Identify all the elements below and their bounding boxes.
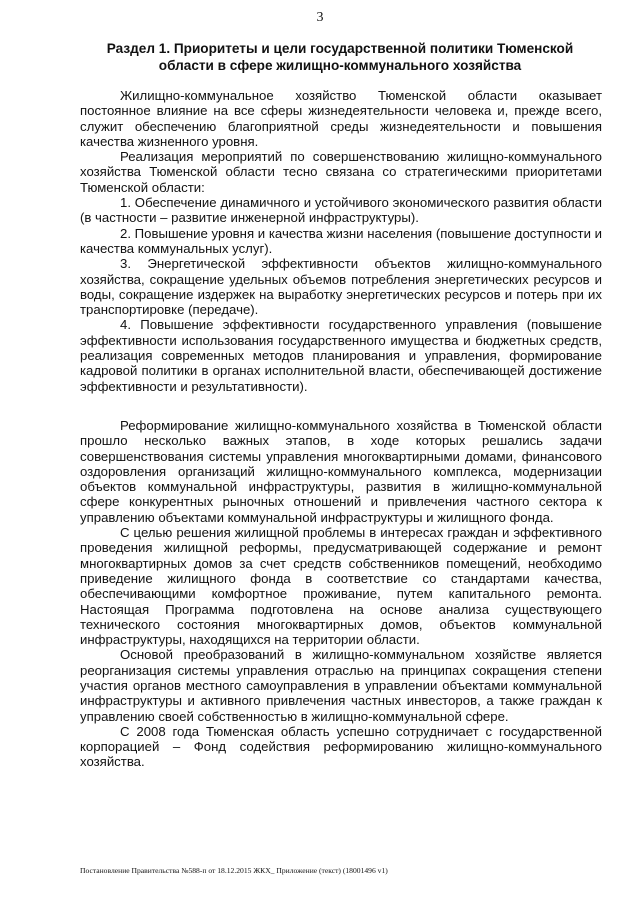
paragraph-priorities-lead: Реализация мероприятий по совершенствованию жилищно-коммунального хозяйства Тюменской области тесно связана со стратегическими приоритетами Тюменской области:	[80, 149, 602, 195]
priority-item-2: 2. Повышение уровня и качества жизни населения (повышение доступности и качества коммунальных услуг).	[80, 225, 602, 256]
section-heading: Раздел 1. Приоритеты и цели государственной политики Тюменской области в сфере жилищно-коммунального хозяйства	[106, 41, 574, 73]
paragraph-intro: Жилищно-коммунальное хозяйство Тюменской области оказывает постоянное влияние на все сферы жизнедеятельности человека и, прежде всего, служит обеспечению благоприятной среды жизнедеятельности и повышения качества жизненного уровня.	[80, 88, 602, 149]
priority-item-3: 3. Энергетической эффективности объектов жилищно-коммунального хозяйства, сокращение удельных объемов потребления энергетических ресурсов и воды, сокращение издержек на выработку энергетических ресурсов и потерь при их транспортировке (передаче).	[80, 256, 602, 318]
document-footer: Постановление Правительства №588-п от 18.12.2015 ЖКХ_ Приложение (текст) (18001496 v1)	[80, 866, 388, 875]
paragraph-housing-problem: С целью решения жилищной проблемы в интересах граждан и эффективного проведения жилищной реформы, предусматривающей содержание и ремонт многоквартирных домов за счет средств собственников помещений, необходимо приведение жилищного фонда в соответствие со стандартами качества, обеспечивающими комфортное проживание, путем капитального ремонта. Настоящая Программа подготовлена на основе анализа существующего технического состояния многоквартирных домов, объектов коммунальной инфраструктуры, находящихся на территории области.	[80, 525, 602, 648]
paragraph-transformation-basis: Основой преобразований в жилищно-коммунальном хозяйстве является реорганизация системы управления отраслью на принципах сокращения степени участия органов местного самоуправления в управлении объектами коммунальной инфраструктуры и активного привлечения частных инвесторов, а также граждан к управлению своей собственностью в жилищно-коммунальной сфере.	[80, 647, 602, 724]
page-number: 3	[316, 10, 324, 25]
paragraph-fund-cooperation: С 2008 года Тюменская область успешно сотрудничает с государственной корпорацией – Фонд содействия реформированию жилищно-коммунального хозяйства.	[80, 723, 602, 770]
paragraph-reform-stages: Реформирование жилищно-коммунального хозяйства в Тюменской области прошло несколько важных этапов, в ходе которых решались задачи совершенствования системы управления многоквартирными домами, финансового оздоровления организаций жилищно-коммунального комплекса, модернизации объектов коммунальной инфраструктуры, развития в жилищно-коммунальной сфере конкурентных рыночных отношений и привлечения частного сектора к управлению объектами коммунальной инфраструктуры и жилищного фонда.	[80, 417, 602, 525]
priority-item-1: 1. Обеспечение динамичного и устойчивого экономического развития области (в частности – развитие инженерной инфраструктуры).	[80, 195, 602, 226]
document-body	[80, 88, 602, 770]
priority-item-4: 4. Повышение эффективности государственного управления (повышение эффективности использования государственного имущества и бюджетных средств, реализация современных методов планирования и управления, формирование кадровой политики в органах исполнительной власти, обеспечивающей достижение эффективности и результативности).	[80, 317, 602, 394]
